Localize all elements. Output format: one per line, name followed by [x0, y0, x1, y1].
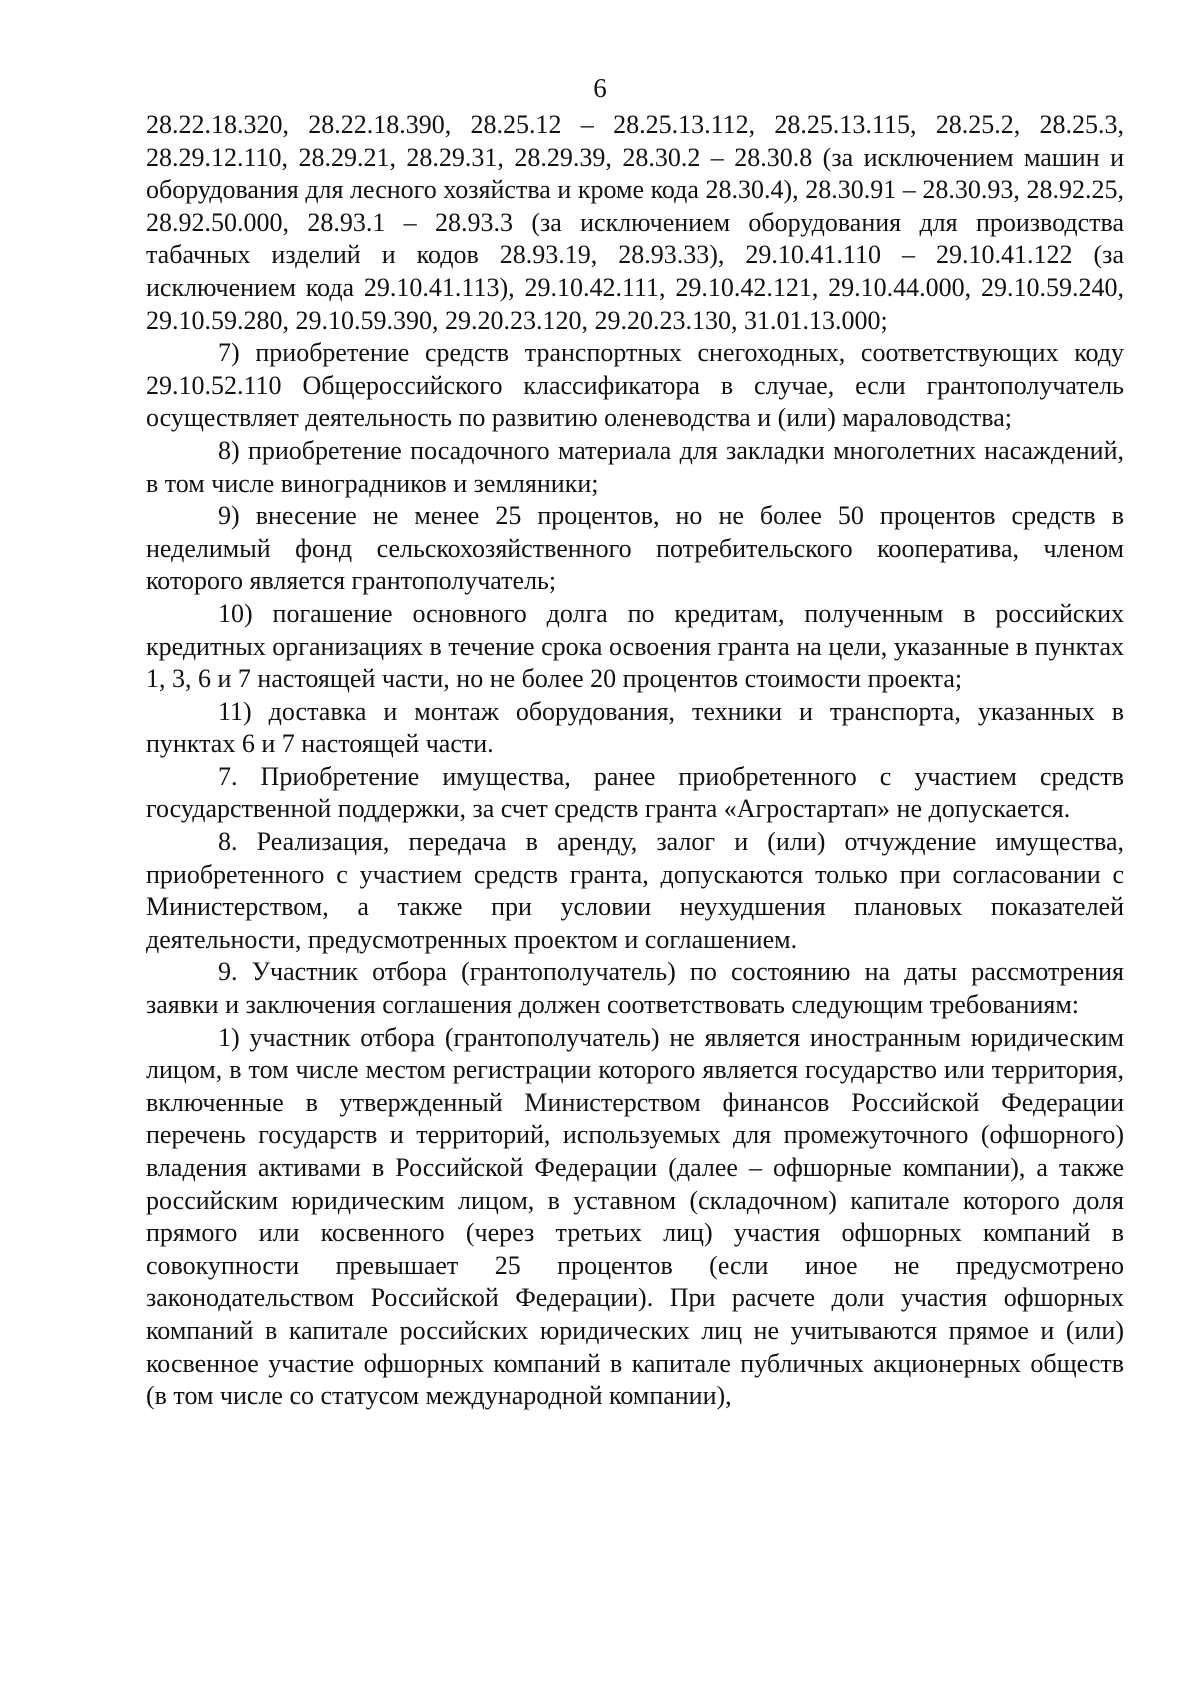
paragraph-section-8: 8. Реализация, передача в аренду, залог и (или) отчуждение имущества, приобретенного с участием средств гранта, допускаются только при согласовании с Министерством, а также при условии неухудшения плановых показателей деятельности, предусмотренных проектом и соглашением.: [146, 827, 1124, 954]
paragraph-item-10: 10) погашение основного долга по кредитам, полученным в российских кредитных организациях в течение срока освоения гранта на цели, указанные в пунктах 1, 3, 6 и 7 настоящей части, но не более 20 процентов стоимости проекта;: [146, 598, 1124, 694]
paragraph-item-11: 11) доставка и монтаж оборудования, техники и транспорта, указанных в пунктах 6 и 7 настоящей части.: [146, 696, 1124, 759]
paragraph-codes-continued: 28.22.18.320, 28.22.18.390, 28.25.12 – 28.25.13.112, 28.25.13.115, 28.25.2, 28.25.3, 28.29.12.110, 28.29.21, 28.29.31, 28.29.39, 28.30.2 – 28.30.8 (за исключением машин и оборудования для лесного хозяйства и кроме кода 28.30.4), 28.30.91 – 28.30.93, 28.92.25, 28.92.50.000, 28.93.1 – 28.93.3 (за исключением оборудования для производства табачных изделий и кодов 28.93.19, 28.93.33), 29.10.41.110 – 29.10.41.122 (за исключением кода 29.10.41.113), 29.10.42.111, 29.10.42.121, 29.10.44.000, 29.10.59.240, 29.10.59.280, 29.10.59.390, 29.20.23.120, 29.20.23.130, 31.01.13.000;: [146, 110, 1124, 335]
paragraph-section-7: 7. Приобретение имущества, ранее приобретенного с участием средств государственной поддержки, за счет средств гранта «Агростартап» не допускается.: [146, 761, 1124, 824]
paragraph-item-9: 9) внесение не менее 25 процентов, но не более 50 процентов средств в неделимый фонд сельскохозяйственного потребительского кооператива, членом которого является грантополучатель;: [146, 501, 1124, 596]
paragraph-requirement-1: 1) участник отбора (грантополучатель) не является иностранным юридическим лицом, в том числе местом регистрации которого является государство или территория, включенные в утвержденный Министерством финансов Российской Федерации перечень государств и территорий, используемых для промежуточного (офшорного) владения активами в Российской Федерации (далее – офшорные компании), а также российским юридическим лицом, в уставном (складочном) капитале которого доля прямого или косвенного (через третьих лиц) участия офшорных компаний в совокупности превышает 25 процентов (если иное не предусмотрено законодательством Российской Федерации). При расчете доли участия офшорных компаний в капитале российских юридических лиц не учитываются прямое и (или) косвенное участие офшорных компаний в капитале публичных акционерных обществ (в том числе со статусом международной компании),: [146, 1022, 1124, 1411]
document-body: [146, 109, 1124, 1413]
paragraph-item-8: 8) приобретение посадочного материала для закладки многолетних насаждений, в том числе виноградников и земляники;: [146, 435, 1124, 498]
paragraph-section-9: 9. Участник отбора (грантополучатель) по состоянию на даты рассмотрения заявки и заключения соглашения должен соответствовать следующим требованиям:: [146, 957, 1124, 1020]
page-number: 6: [593, 73, 607, 103]
paragraph-item-7: 7) приобретение средств транспортных снегоходных, соответствующих коду 29.10.52.110 Общероссийского классификатора в случае, если грантополучатель осуществляет деятельность по развитию оленеводства и (или) мараловодства;: [146, 338, 1124, 433]
